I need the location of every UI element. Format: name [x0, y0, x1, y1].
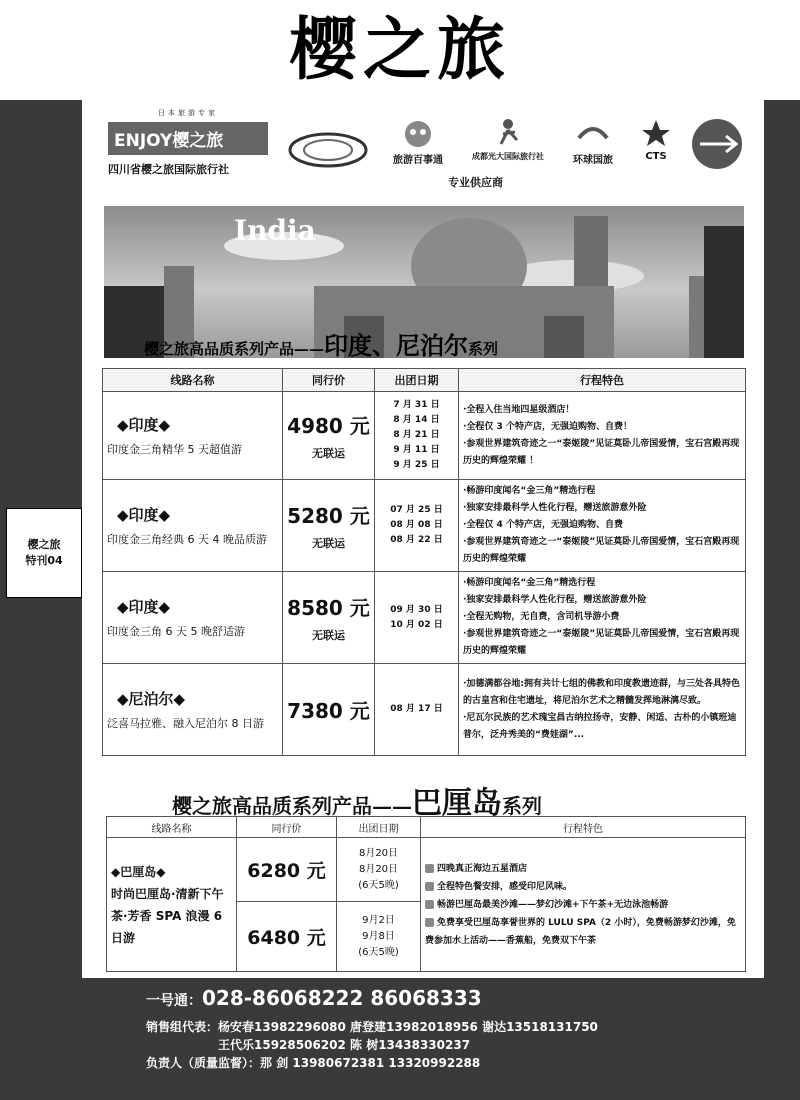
date: 9月2日	[362, 914, 395, 926]
hero-banner	[104, 206, 744, 358]
hero-word: India	[234, 214, 316, 247]
route-name: ◆印度◆	[117, 505, 171, 524]
col-price: 同行价	[283, 369, 375, 392]
feature-text: 全程特色餐安排，感受印尼风味。	[437, 881, 573, 892]
partner-name-1: 旅游百事通	[393, 155, 443, 166]
date: 08 月 17 日	[390, 704, 443, 714]
bali-title-suffix: 系列	[502, 794, 542, 818]
route-name: ◆印度◆	[117, 597, 171, 616]
sales-contacts: 杨安春13982296080 唐登建13982018956 谢达13518131750	[218, 1020, 598, 1034]
table-row	[107, 838, 746, 902]
feature: ·参观世界建筑奇迹之一“泰姬陵”见证莫卧儿帝国爱情，宝石宫殿再现历史的辉煌荣耀	[463, 537, 740, 564]
table-row	[103, 664, 746, 756]
date: 9 月 25 日	[393, 460, 440, 470]
date: 9 月 11 日	[393, 445, 440, 455]
hotline-number: 028-86068222 86068333	[202, 986, 482, 1010]
mascot-icon	[398, 118, 438, 148]
feature: ·参观世界建筑奇迹之一“泰姬陵”见证莫卧儿帝国爱情，宝石宫殿再现历史的辉煌荣耀	[463, 629, 740, 656]
table-header-row	[107, 817, 746, 838]
partner-logo-2	[463, 118, 553, 162]
price: 8580 元	[287, 596, 370, 620]
col-features: 行程特色	[421, 817, 746, 838]
manager-row	[146, 1054, 480, 1071]
bali-price-2: 6480 元	[237, 902, 337, 972]
date: 8月20日	[358, 863, 399, 875]
date: 8 月 14 日	[393, 415, 440, 425]
vts-logo-icon	[288, 130, 368, 170]
sales-row	[146, 1018, 598, 1035]
side-tab	[6, 508, 82, 598]
date: 9月8日	[362, 930, 395, 942]
agency-name: 四川省樱之旅国际旅行社	[108, 163, 229, 176]
date: 8 月 21 日	[393, 430, 440, 440]
main-panel	[82, 98, 764, 978]
price: 4980 元	[287, 414, 370, 438]
col-dates: 出团日期	[375, 369, 459, 392]
partner-logo-4	[636, 118, 676, 162]
brand-name: ENJOY樱之旅	[108, 122, 268, 155]
col-dates: 出团日期	[337, 817, 421, 838]
feature: ·全程无购物，无自费，含司机导游小费	[463, 612, 620, 622]
wave-icon	[576, 118, 610, 148]
date: 08 月 08 日	[390, 520, 443, 530]
contact-footer	[82, 980, 764, 1080]
price-note: 无联运	[312, 629, 345, 642]
bali-title-prefix: 樱之旅高品质系列产品——	[172, 794, 412, 818]
feature: ·畅游印度闻名“金三角”精选行程	[463, 578, 596, 588]
partner-name-2: 成都光大国际旅行社	[472, 152, 544, 161]
route-desc: 印度金三角 6 天 5 晚舒适游	[107, 624, 245, 638]
tagline: 日本旅游专家	[158, 109, 218, 117]
date: (6天5晚)	[358, 946, 399, 958]
manager-contacts: 那 剑 13980672381 13320992288	[260, 1056, 481, 1070]
runner-icon	[493, 118, 523, 148]
feature: ·全程仅 4 个特产店，无强迫购物、自费	[463, 520, 623, 530]
feature: ·尼瓦尔民族的艺术瑰宝昌古纳拉扬寺，安静、闲适、古朴的小镇班迪普尔，泛舟秀美的“费娃湖”...	[463, 712, 737, 740]
sales-label: 销售组代表：	[146, 1020, 219, 1034]
feature: ·独家安排最科学人性化行程，赠送旅游意外险	[463, 595, 647, 605]
bullet-icon	[425, 900, 434, 909]
col-route: 线路名称	[103, 369, 283, 392]
date: 10 月 02 日	[390, 619, 443, 630]
sales-row-2: 王代乐15928506202 陈 树13438330237	[218, 1038, 471, 1052]
date: 09 月 30 日	[390, 604, 443, 615]
table-header-row	[103, 369, 746, 392]
feature-text: 免费享受巴厘岛享誉世界的 LULU SPA（2 小时），免费畅游梦幻沙滩，免费参加水上活动——香蕉船，免费双下午茶	[425, 917, 736, 946]
date: (6天5晚)	[358, 879, 399, 891]
banner-prefix: 樱之旅高品质系列产品——	[144, 340, 325, 358]
price-note: 无联运	[312, 447, 345, 460]
supplier-label: 专业供应商	[448, 176, 503, 189]
route-desc: 泛喜马拉雅、融入尼泊尔 8 日游	[107, 716, 264, 730]
bullet-icon	[425, 918, 434, 927]
feature	[425, 896, 741, 914]
feature-text: 四晚真正海边五星酒店	[437, 863, 528, 874]
price-note: 无联运	[312, 537, 345, 550]
bali-title-main: 巴厘岛	[412, 786, 502, 821]
col-route: 线路名称	[107, 817, 237, 838]
price: 5280 元	[287, 504, 370, 528]
date: 08 月 22 日	[390, 535, 443, 545]
page-title-bar	[0, 0, 800, 100]
side-tab-line1: 樱之旅	[27, 538, 61, 551]
route-name: ◆尼泊尔◆	[117, 689, 186, 708]
feature: ·畅游印度闻名“金三角”精选行程	[463, 486, 596, 496]
india-nepal-table	[102, 368, 746, 756]
table-row	[103, 572, 746, 664]
route-desc: 印度金三角精华 5 天超值游	[107, 442, 242, 456]
hotline-label: 一号通：	[146, 993, 202, 1009]
col-features: 行程特色	[459, 369, 746, 392]
feature: ·全程入住当地四星级酒店！	[463, 404, 575, 415]
route-desc: 印度金三角经典 6 天 4 晚品质游	[107, 532, 267, 546]
bali-route-name: ◆巴厘岛◆	[111, 864, 166, 879]
table-row	[103, 392, 746, 480]
enjoy-logo	[108, 108, 268, 184]
feature	[425, 914, 741, 950]
date: 7 月 31 日	[393, 400, 440, 410]
partner-name-4: CTS	[645, 151, 667, 162]
logo-row	[108, 108, 748, 188]
bullet-icon	[425, 882, 434, 891]
feature: ·独家安排最科学人性化行程，赠送旅游意外险	[463, 503, 647, 513]
date: 8月20日	[358, 847, 399, 859]
star-icon	[641, 118, 671, 148]
partner-logo-3	[558, 118, 628, 166]
banner-main: 印度、尼泊尔	[324, 331, 469, 358]
feature	[425, 860, 741, 878]
page-title: 樱之旅	[288, 10, 511, 90]
bali-route-desc: 时尚巴厘岛·清新下午茶·芳香 SPA 浪漫 6 日游	[111, 886, 224, 945]
price: 7380 元	[287, 699, 370, 723]
feature: ·参观世界建筑奇迹之一“泰姬陵”见证莫卧儿帝国爱情，宝石宫殿再现历史的辉煌荣耀 ！	[463, 438, 740, 466]
route-name: ◆印度◆	[117, 415, 171, 434]
manager-label: 负责人（质量监督）：	[146, 1056, 261, 1070]
hero-banner-title	[144, 326, 498, 358]
bullet-icon	[425, 864, 434, 873]
table-row	[103, 480, 746, 572]
col-price: 同行价	[237, 817, 337, 838]
feature	[425, 878, 741, 896]
partner-name-3: 环球国旅	[573, 155, 613, 166]
date: 07 月 25 日	[390, 505, 443, 515]
banner-suffix: 系列	[468, 340, 499, 358]
feature-text: 畅游巴厘岛最美沙滩——梦幻沙滩+下午茶+无边泳池畅游	[437, 899, 669, 910]
airline-logo-icon	[686, 118, 748, 170]
partner-logo-1	[383, 118, 453, 166]
side-tab-line2: 特刊04	[25, 554, 63, 567]
feature: ·全程仅 3 个特产店，无强迫购物、自费！	[463, 421, 632, 432]
bali-table	[106, 816, 746, 972]
bali-price-1: 6280 元	[237, 838, 337, 902]
feature: ·加德满都谷地:拥有共计七组的佛教和印度教遗迹群，与三处各具特色的古皇宫和住宅遗址，将尼泊尔艺术之精髓发挥地淋漓尽致。	[463, 678, 741, 706]
hotline-row	[146, 986, 482, 1010]
